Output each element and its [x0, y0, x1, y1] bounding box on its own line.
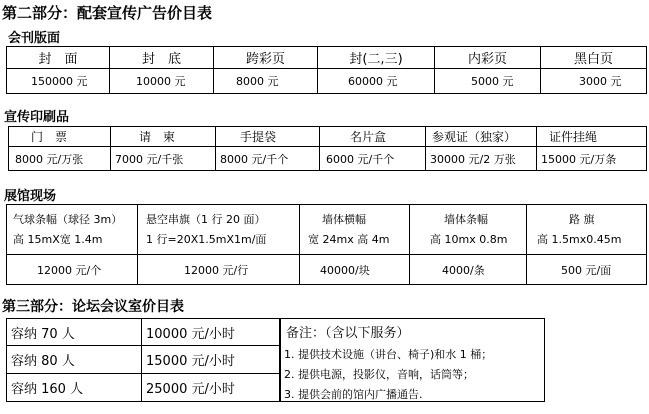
journal-heading: 会刊版面 [8, 31, 61, 46]
venue-item-spec: 高 15mX宽 1.4m [13, 232, 103, 246]
room-price: 25000 元/小时 [142, 374, 281, 402]
room-price: 15000 元/小时 [142, 346, 281, 374]
print-heading: 宣传印刷品 [4, 110, 70, 125]
print-header-handbag: 手提袋 [216, 127, 320, 147]
notes-title: 备注：（含以下服务） [286, 326, 410, 341]
journal-price-back-cover: 10000 元 [110, 69, 214, 94]
venue-item-name: 墙体条幅 [444, 212, 488, 226]
rooms-table [6, 318, 281, 402]
venue-table [6, 204, 647, 285]
venue-price-balloon-banner: 12000 元/个 [7, 255, 138, 285]
journal-price-spread-color: 8000 元 [214, 69, 318, 94]
journal-table [6, 46, 647, 94]
notes-line: 1. 提供技术设施（讲台、椅子)和水 1 桶； [284, 348, 493, 361]
print-header-invitation: 请 柬 [111, 127, 216, 147]
room-price: 10000 元/小时 [142, 319, 281, 346]
notes-line: 2. 提供电源，投影仪，音响，话筒等； [284, 368, 474, 381]
part2-title: 第二部分：配套宣传广告价目表 [2, 4, 213, 22]
journal-price-bw: 3000 元 [541, 69, 647, 94]
print-price-handbag: 8000 元/千个 [216, 147, 320, 171]
venue-heading: 展馆现场 [4, 189, 57, 204]
print-header-visitor-pass: 参观证（独家） [426, 127, 537, 147]
venue-item-name: 悬空串旗（1 行 20 面） [146, 212, 266, 226]
print-header-ticket: 门 票 [9, 127, 111, 147]
journal-header-cover: 封 面 [7, 47, 110, 69]
venue-item-spec: 1 行=20X1.5mX1m/面 [146, 232, 267, 246]
venue-price-wall-banner: 40000/块 [300, 255, 410, 285]
venue-item-spec: 高 10mx 0.8m [430, 232, 508, 246]
print-header-lanyard: 证件挂绳 [537, 127, 647, 147]
venue-item-name: 墙体横幅 [322, 212, 366, 226]
venue-price-road-flag: 500 元/面 [527, 255, 647, 285]
journal-header-bw: 黑白页 [541, 47, 647, 69]
venue-item-name: 路 旗 [569, 212, 595, 226]
part3-title: 第三部分：论坛会议室价目表 [2, 299, 184, 315]
print-price-card-box: 6000 元/千个 [320, 147, 426, 171]
notes-box [279, 318, 545, 402]
venue-item-wall-strip [410, 205, 527, 255]
journal-header-inner-cover: 封(二,三) [318, 47, 435, 69]
room-capacity: 容纳 160 人 [7, 374, 142, 402]
journal-header-inner-color: 内彩页 [435, 47, 541, 69]
venue-price-wall-strip: 4000/条 [410, 255, 527, 285]
venue-item-road-flag [527, 205, 647, 255]
print-price-lanyard: 15000 元/万条 [537, 147, 647, 171]
print-price-invitation: 7000 元/千张 [111, 147, 216, 171]
room-capacity: 容纳 80 人 [7, 346, 142, 374]
venue-item-wall-banner [300, 205, 410, 255]
venue-item-balloon-banner [7, 205, 138, 255]
journal-price-inner-color: 5000 元 [435, 69, 541, 94]
print-header-card-box: 名片盒 [320, 127, 426, 147]
journal-price-inner-cover: 60000 元 [318, 69, 435, 94]
venue-price-hanging-flags: 12000 元/行 [138, 255, 300, 285]
journal-price-cover: 150000 元 [7, 69, 110, 94]
venue-item-hanging-flags [138, 205, 300, 255]
journal-header-spread-color: 跨彩页 [214, 47, 318, 69]
print-table [8, 126, 647, 171]
room-capacity: 容纳 70 人 [7, 319, 142, 346]
venue-item-name: 气球条幅（球径 3m） [13, 212, 123, 226]
venue-item-spec: 宽 24mx 高 4m [308, 232, 390, 246]
venue-item-spec: 高 1.5mx0.45m [537, 232, 622, 246]
notes-line: 3. 提供会前的馆内广播通告. [284, 388, 423, 401]
print-price-visitor-pass: 30000 元/2 万张 [426, 147, 537, 171]
journal-header-back-cover: 封 底 [110, 47, 214, 69]
print-price-ticket: 8000 元/万张 [9, 147, 111, 171]
